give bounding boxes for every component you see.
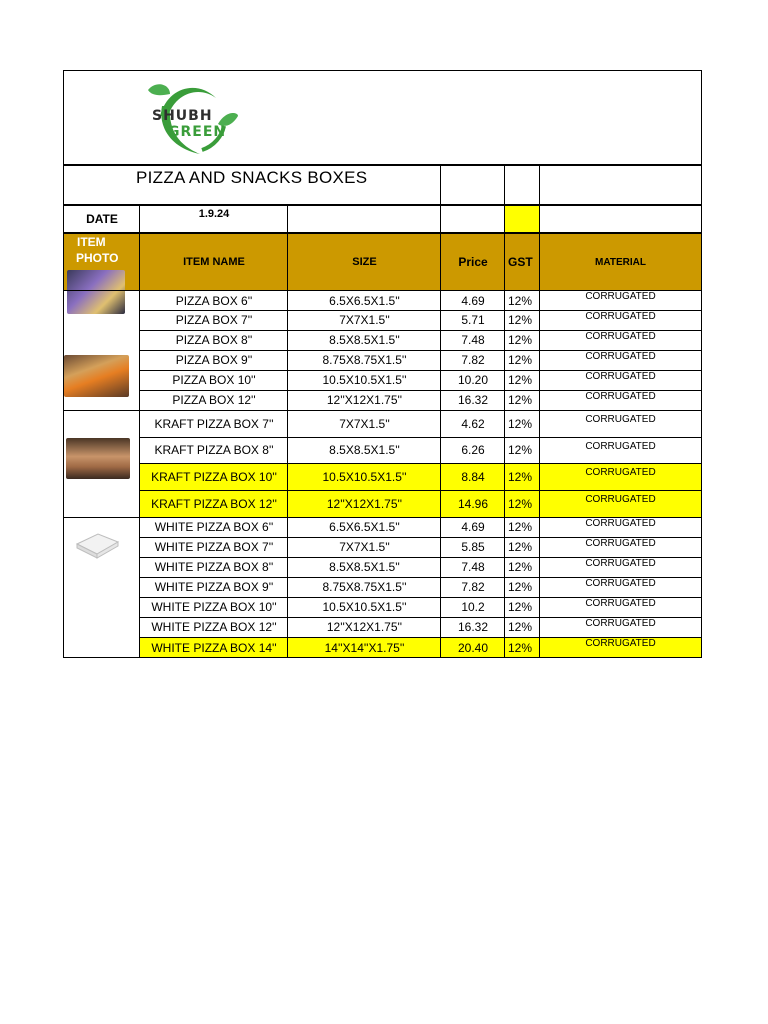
highlight-cell (505, 205, 540, 233)
date-value: 1.9.24 (198, 208, 230, 220)
cell-name: WHITE PIZZA BOX 10'' (151, 600, 277, 614)
cell-price: 8.84 (461, 469, 485, 484)
cell-gst: 12% (508, 333, 533, 347)
header-gst: GST (508, 255, 533, 269)
header-size: SIZE (352, 256, 377, 268)
cell-size: 8.5X8.5X1.5'' (329, 443, 400, 457)
cell-gst: 12% (508, 560, 533, 574)
cell-gst: 12% (508, 353, 533, 367)
cell-size: 10.5X10.5X1.5'' (322, 373, 407, 387)
cell-gst: 12% (508, 580, 533, 594)
cell-gst: 12% (508, 620, 533, 634)
cell-size: 12''X12X1.75'' (326, 620, 403, 634)
cell-name: WHITE PIZZA BOX 9'' (154, 580, 274, 594)
cell-size: 8.5X8.5X1.5'' (329, 560, 400, 574)
cell-size: 7X7X1.5'' (339, 416, 390, 431)
cell-price: 5.71 (461, 313, 485, 327)
header-row-bottom (63, 290, 702, 291)
grid-line (539, 165, 540, 205)
brand-name-line1: SHUBH (152, 108, 213, 124)
cell-size: 12''X12X1.75'' (326, 393, 403, 407)
cell-material: CORRUGATED (585, 638, 656, 649)
grid-line (539, 205, 540, 658)
cell-price: 6.26 (461, 443, 485, 457)
cell-gst: 12% (508, 373, 533, 387)
row-line (139, 370, 702, 371)
row-line (139, 390, 702, 391)
row-line (63, 517, 702, 518)
white-box-icon (72, 524, 122, 564)
cell-price: 7.48 (461, 560, 485, 574)
header-item-name: ITEM NAME (183, 256, 245, 268)
cell-size: 8.75X8.75X1.5'' (322, 580, 407, 594)
cell-name: PIZZA BOX 10'' (172, 373, 256, 387)
border-top (63, 70, 702, 71)
grid-line (440, 205, 441, 658)
cell-gst: 12% (508, 293, 533, 308)
item-photo-kraft-pizza-boxes (66, 438, 130, 479)
header-price: Price (458, 255, 488, 269)
cell-name: WHITE PIZZA BOX 6'' (154, 520, 274, 534)
grid-line (504, 165, 505, 205)
cell-gst: 12% (508, 640, 533, 655)
cell-gst: 12% (508, 469, 533, 484)
date-label: DATE (86, 212, 118, 226)
cell-size: 8.75X8.75X1.5'' (322, 353, 407, 367)
header-material: MATERIAL (595, 256, 646, 268)
grid-line (287, 205, 288, 658)
row-line (139, 637, 702, 638)
cell-size: 10.5X10.5X1.5'' (322, 469, 407, 484)
cell-price: 16.32 (457, 393, 489, 407)
cell-material: CORRUGATED (585, 557, 656, 569)
grid-line (504, 205, 505, 658)
row-line (139, 577, 702, 578)
cell-gst: 12% (508, 416, 533, 431)
row-line (139, 330, 702, 331)
header-row-top (63, 232, 702, 234)
cell-price: 7.82 (461, 580, 485, 594)
cell-price: 4.69 (461, 293, 485, 308)
row-line (139, 490, 702, 491)
cell-price: 10.2 (461, 600, 485, 614)
cell-gst: 12% (508, 313, 533, 327)
cell-gst: 12% (508, 496, 533, 511)
item-photo-white-pizza-box (72, 524, 122, 564)
cell-size: 7X7X1.5'' (339, 540, 390, 554)
cell-gst: 12% (508, 393, 533, 407)
cell-material: CORRUGATED (585, 467, 656, 478)
cell-material: CORRUGATED (585, 577, 656, 589)
grid-line (139, 205, 140, 658)
row-line (63, 410, 702, 411)
header-photo-line2: PHOTO (76, 251, 119, 265)
cell-gst: 12% (508, 443, 533, 457)
row-line (139, 597, 702, 598)
cell-price: 4.69 (461, 520, 485, 534)
cell-material: CORRUGATED (585, 414, 656, 425)
cell-size: 7X7X1.5'' (339, 313, 390, 327)
cell-size: 14''X14''X1.75'' (324, 640, 405, 655)
cell-size: 10.5X10.5X1.5'' (322, 600, 407, 614)
cell-gst: 12% (508, 540, 533, 554)
row-line (139, 310, 702, 311)
cell-price: 4.62 (461, 416, 485, 431)
cell-material: CORRUGATED (585, 617, 656, 629)
border-bottom (63, 657, 702, 658)
cell-material: CORRUGATED (585, 537, 656, 549)
cell-name: PIZZA BOX 6'' (175, 293, 253, 308)
cell-size: 6.5X6.5X1.5'' (329, 520, 400, 534)
cell-material: CORRUGATED (585, 370, 656, 382)
grid-line (440, 165, 441, 205)
date-row-top (63, 204, 702, 206)
cell-size: 12''X12X1.75'' (326, 496, 403, 511)
cell-material: CORRUGATED (585, 350, 656, 362)
cell-size: 8.5X8.5X1.5'' (329, 333, 400, 347)
cell-name: KRAFT PIZZA BOX 12'' (151, 496, 277, 511)
cell-gst: 12% (508, 520, 533, 534)
title-row-top (63, 164, 702, 166)
row-line (139, 437, 702, 438)
cell-name: KRAFT PIZZA BOX 8'' (154, 443, 274, 457)
row-line (139, 350, 702, 351)
cell-gst: 12% (508, 600, 533, 614)
cell-material: CORRUGATED (585, 597, 656, 609)
item-photo-printed-pizza-boxes (64, 355, 129, 397)
item-photo-pizza-boxes (67, 270, 125, 314)
cell-name: WHITE PIZZA BOX 7'' (154, 540, 274, 554)
cell-price: 10.20 (457, 373, 489, 387)
cell-price: 16.32 (457, 620, 489, 634)
brand-name-line2: GREEN (168, 124, 227, 140)
cell-material: CORRUGATED (585, 291, 656, 302)
brand-logo (140, 76, 240, 160)
border-left (63, 70, 64, 658)
cell-size: 6.5X6.5X1.5'' (329, 293, 400, 308)
cell-material: CORRUGATED (585, 330, 656, 342)
cell-name: WHITE PIZZA BOX 12'' (151, 620, 277, 634)
cell-material: CORRUGATED (585, 517, 656, 529)
cell-name: KRAFT PIZZA BOX 10'' (151, 469, 277, 484)
row-line (139, 557, 702, 558)
cell-name: KRAFT PIZZA BOX 7'' (154, 416, 274, 431)
cell-material: CORRUGATED (585, 390, 656, 402)
cell-price: 20.40 (457, 640, 489, 655)
cell-name: PIZZA BOX 8'' (175, 333, 253, 347)
cell-material: CORRUGATED (585, 310, 656, 322)
border-right (701, 70, 702, 658)
row-line (139, 617, 702, 618)
cell-name: PIZZA BOX 12'' (172, 393, 256, 407)
page-title: PIZZA AND SNACKS BOXES (136, 168, 368, 187)
cell-name: PIZZA BOX 7'' (175, 313, 253, 327)
cell-material: CORRUGATED (585, 494, 656, 505)
row-line (139, 537, 702, 538)
cell-material: CORRUGATED (585, 440, 656, 452)
cell-price: 14.96 (457, 496, 489, 511)
row-line (139, 463, 702, 464)
cell-price: 7.48 (461, 333, 485, 347)
cell-price: 7.82 (461, 353, 485, 367)
header-photo-line1: ITEM (77, 235, 106, 249)
cell-price: 5.85 (461, 540, 485, 554)
cell-name: PIZZA BOX 9'' (175, 353, 253, 367)
cell-name: WHITE PIZZA BOX 14'' (151, 640, 277, 655)
cell-name: WHITE PIZZA BOX 8'' (154, 560, 274, 574)
